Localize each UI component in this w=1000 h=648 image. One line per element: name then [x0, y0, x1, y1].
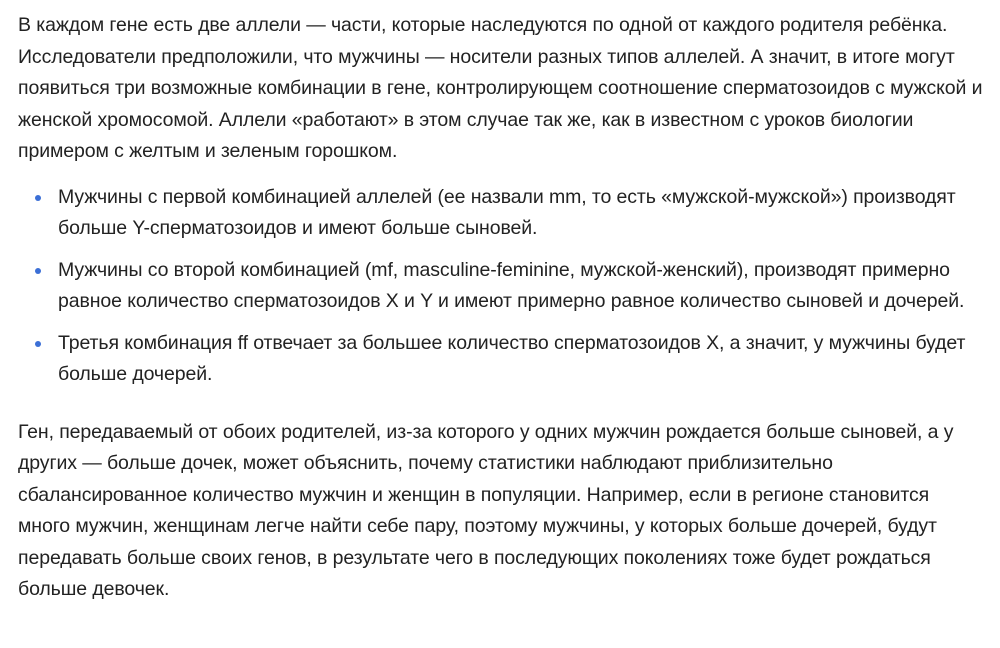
bullet-dot-icon	[35, 341, 41, 347]
list-item	[18, 328, 986, 391]
list-item-text: Мужчины со второй комбинацией (mf, masculine-feminine, мужской-женский), производят примерно равное количество сперматозоидов X и Y и имеют примерно равное количество сыновей и дочерей.	[58, 258, 965, 312]
outro-paragraph: Ген, передаваемый от обоих родителей, из-за которого у одних мужчин рождается больше сыновей, а у других — больше дочек, может объяснить, почему статистики наблюдают приблизительно сбалансированное количество мужчин и женщин в популяции. Например, если в регионе становится много мужчин, женщинам легче найти себе пару, поэтому мужчины, у которых больше дочерей, будут передавать больше своих генов, в результате чего в последующих поколениях тоже будет рождаться больше девочек.	[18, 420, 954, 600]
intro-paragraph: В каждом гене есть две аллели — части, которые наследуются по одной от каждого родителя ребёнка. Исследователи предположили, что мужчины — носители разных типов аллелей. А значит, в итоге могут появиться три возможные комбинации в гене, контролирующем соотношение сперматозоидов с мужской и женской хромосомой. Аллели «работают» в этом случае так же, как в известном с уроков биологии примером с желтым и зеленым горошком.	[18, 14, 983, 162]
list-item-text: Мужчины с первой комбинацией аллелей (ее назвали mm, то есть «мужской-мужской») производят больше Y-сперматозоидов и имеют больше сыновей.	[58, 185, 956, 239]
list-item	[18, 182, 986, 245]
list-item	[18, 255, 986, 318]
bullet-dot-icon	[35, 268, 41, 274]
bullet-dot-icon	[35, 195, 41, 201]
combinations-list	[18, 182, 986, 391]
list-item-text: Третья комбинация ff отвечает за большее количество сперматозоидов X, а значит, у мужчины будет больше дочерей.	[58, 331, 966, 385]
